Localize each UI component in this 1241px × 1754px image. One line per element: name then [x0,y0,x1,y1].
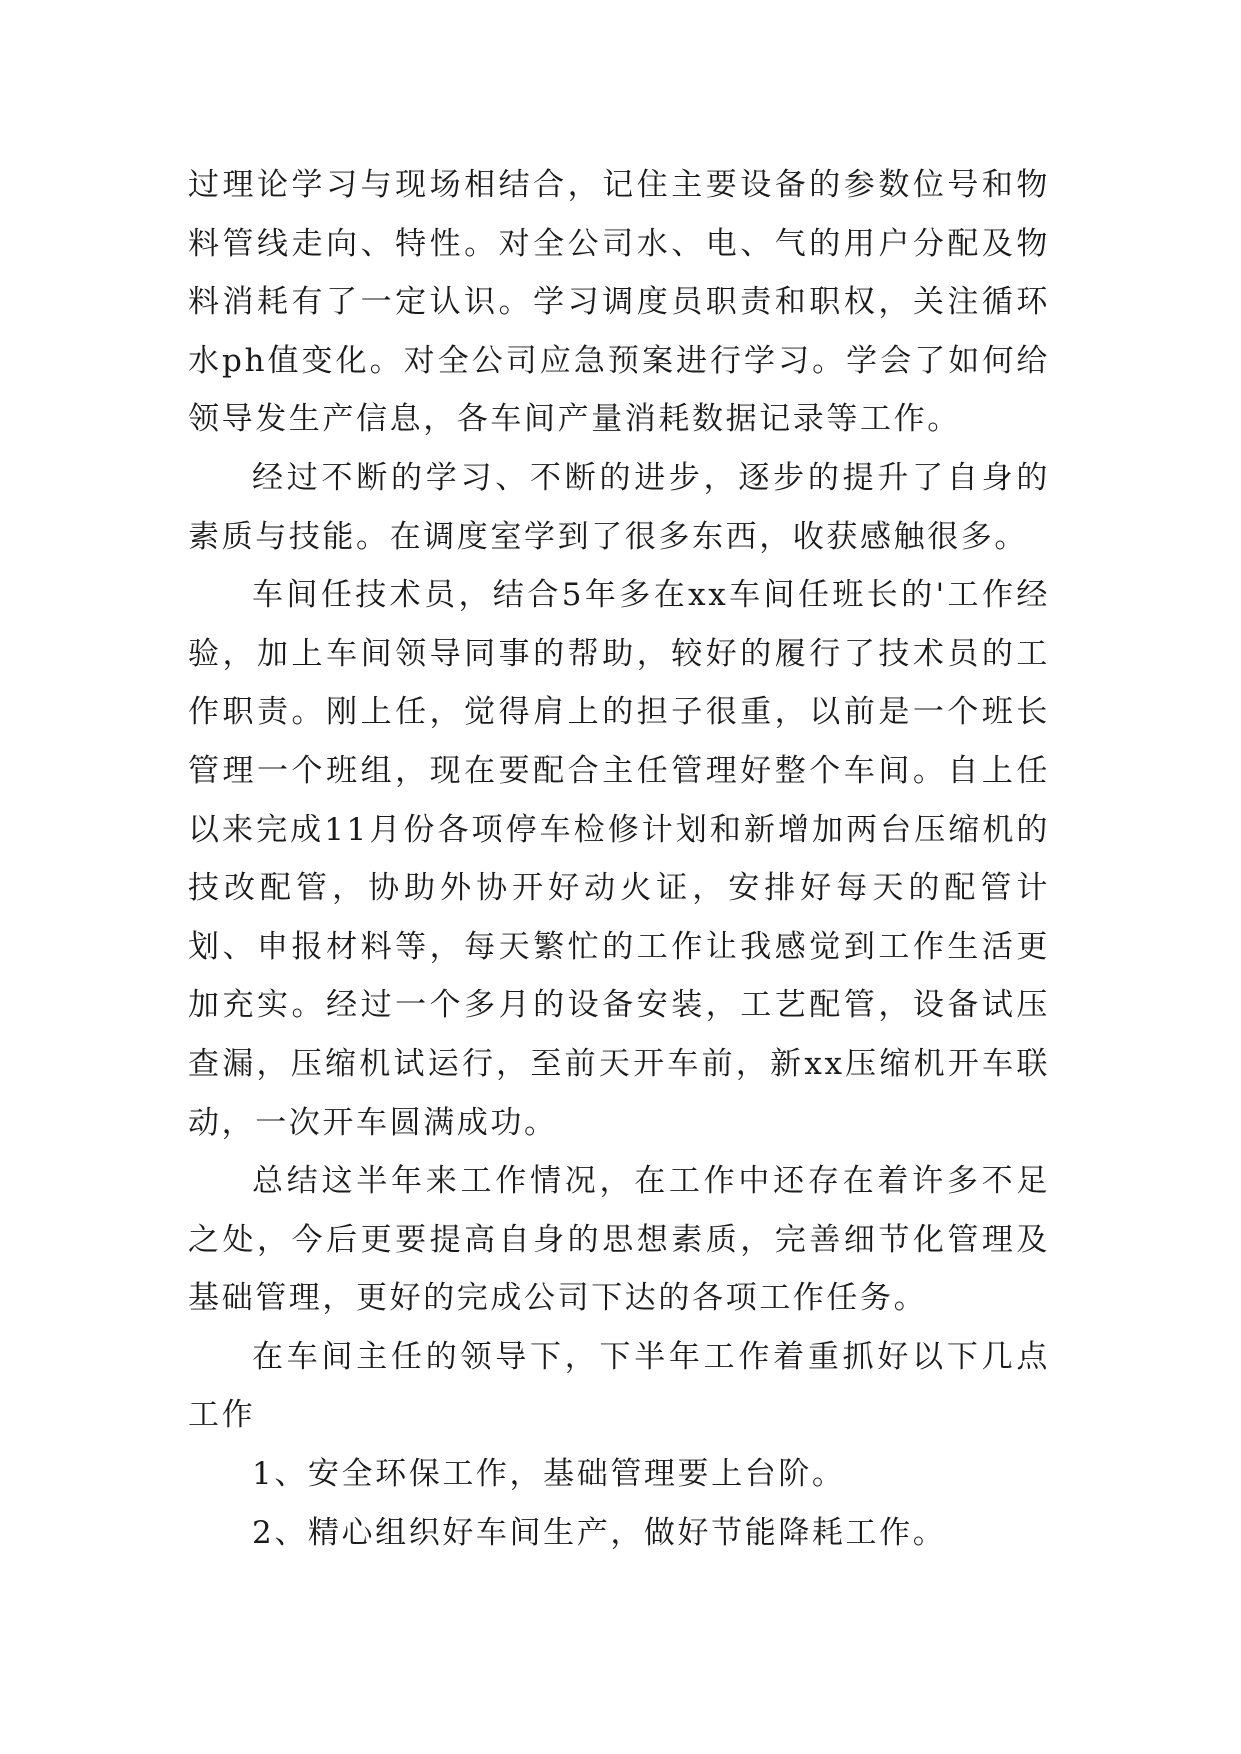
paragraph-progress: 经过不断的学习、不断的进步，逐步的提升了自身的素质与技能。在调度室学到了很多东西，收获感触很多。 [188,459,1050,555]
list-item-safety: 1、安全环保工作，基础管理要上台阶。 [252,1456,846,1493]
list-item-production: 2、精心组织好车间生产，做好节能降耗工作。 [252,1514,947,1551]
paragraph-summary: 总结这半年来工作情况，在工作中还存在着许多不足之处，今后更要提高自身的思想素质，完善细节化管理及基础管理，更好的完成公司下达的各项工作任务。 [188,1163,1050,1317]
paragraph-technician-role: 车间任技术员，结合5年多在xx车间任班长的'工作经验，加上车间领导同事的帮助，较好的履行了技术员的工作职责。刚上任，觉得肩上的担子很重，以前是一个班长管理一个班组，现在要配合主任管理好整个车间。自上任以来完成11月份各项停车检修计划和新增加两台压缩机的技改配管，协助外协开好动火证，安排好每天的配管计划、申报材料等，每天繁忙的工作让我感觉到工作生活更加充实。经过一个多月的设备安装，工艺配管，设备试压查漏，压缩机试运行，至前天开车前，新xx压缩机开车联动，一次开车圆满成功。 [188,577,1050,1141]
paragraph-plan-intro: 在车间主任的领导下，下半年工作着重抓好以下几点工作 [188,1338,1050,1434]
document-body [188,156,1050,1562]
paragraph-continuation: 过理论学习与现场相结合，记住主要设备的参数位号和物料管线走向、特性。对全公司水、电、气的用户分配及物料消耗有了一定认识。学习调度员职责和职权，关注循环水ph值变化。对全公司应急预案进行学习。学会了如何给领导发生产信息，各车间产量消耗数据记录等工作。 [188,167,1050,438]
